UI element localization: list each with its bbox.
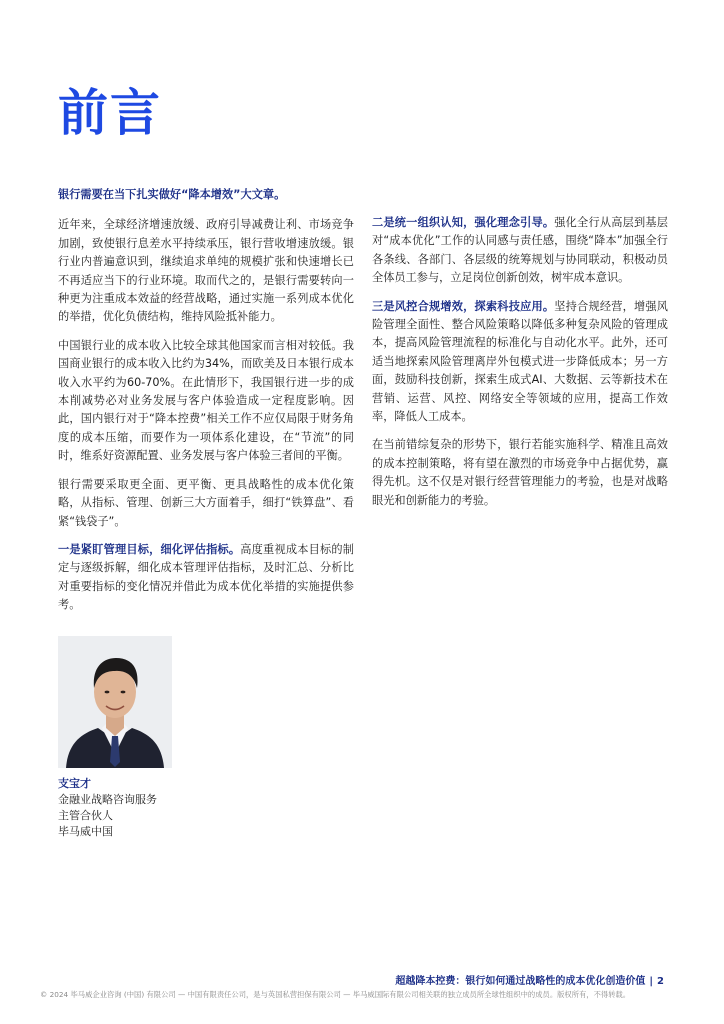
right-column	[372, 214, 668, 520]
point-one	[58, 541, 354, 615]
left-column	[58, 186, 354, 625]
portrait-illustration	[58, 636, 172, 768]
footer-report-title	[395, 972, 664, 987]
point-three-body: 坚持合规经营，增强风险管理全面性、整合风险策略以降低多种复杂风险的管理成本，提高风险管理流程的标准化与自动化水平。此外，还可适当地探索风险管理离岸外包模式进一步降低成本；另一方面，鼓励科技创新，探索生成式AI、大数据、云等新技术在营销、运营、风控、网络安全等领域的应用，提高工作效率，降低人工成本。	[372, 299, 668, 424]
point-one-heading: 一是紧盯管理目标，细化评估指标。	[58, 542, 241, 556]
paragraph: 近年来，全球经济增速放缓、政府引导减费让利、市场竞争加剧，致使银行息差水平持续承压，银行营收增速放缓。银行业内普遍意识到，继续追求单纯的规模扩张和快速增长已不再适应当下的行业环境。取而代之的，是银行需要转向一种更为注重成本效益的经营战略，通过实施一系列成本优化的举措，优化负债结构，维持风险抵补能力。	[58, 218, 354, 324]
author-name: 支宝才	[58, 777, 91, 790]
author-role: 主管合伙人	[58, 809, 113, 822]
point-three	[372, 298, 668, 427]
author-photo	[58, 636, 172, 768]
lead-sentence: 银行需要在当下扎实做好“降本增效”大文章。	[58, 188, 286, 201]
page-title: 前言	[58, 84, 162, 142]
paragraph: 中国银行业的成本收入比较全球其他国家而言相对较低。我国商业银行的成本收入比约为34%，而欧美及日本银行成本收入水平约为60-70%。在此情形下，我国银行进一步的成本削减势必对业务发展与客户体验造成一定程度影响。因此，国内银行对于“降本控费”相关工作不应仅局限于财务角度的成本压缩，而要作为一项体系化建设，在“节流”的同时，维系好资源配置、业务发展与客户体验三者间的平衡。	[58, 338, 354, 463]
page-number: 2	[657, 976, 664, 987]
footer-separator: |	[649, 976, 654, 987]
author-info	[58, 776, 157, 840]
report-title: 超越降本控费：银行如何通过战略性的成本优化创造价值	[395, 976, 646, 987]
paragraph: 银行需要采取更全面、更平衡、更具战略性的成本优化策略，从指标、管理、创新三大方面着手，细打“铁算盘”、看紧“钱袋子”。	[58, 477, 354, 528]
point-one-body: 高度重视成本目标的制定与逐级拆解，细化成本管理评估指标，及时汇总、分析比对重要指标的变化情况并借此为成本优化举措的实施提供参考。	[58, 542, 354, 612]
point-three-heading: 三是风控合规增效，探索科技应用。	[372, 299, 555, 313]
author-company: 毕马威中国	[58, 825, 113, 838]
author-department: 金融业战略咨询服务	[58, 793, 157, 806]
point-two-body: 强化全行从高层到基层对“成本优化”工作的认同感与责任感，围绕“降本”加强全行各条线、各部门、各层级的统筹规划与协同联动，积极动员全体员工参与，立足岗位创新创效，树牢成本意识。	[372, 216, 668, 285]
copyright-notice: © 2024 毕马威企业咨询 (中国) 有限公司 — 中国有限责任公司，是与英国私营担保有限公司 — 毕马威国际有限公司相关联的独立成员所全球性组织中的成员。版权所有，不得转载。	[40, 990, 631, 999]
closing-paragraph: 在当前错综复杂的形势下，银行若能实施科学、精准且高效的成本控制策略，将有望在激烈的市场竞争中占据优势，赢得先机。这不仅是对银行经营管理能力的考验，也是对战略眼光和创新能力的考验。	[372, 438, 668, 507]
point-two	[372, 214, 668, 288]
point-two-heading: 二是统一组织认知，强化理念引导。	[372, 216, 555, 229]
